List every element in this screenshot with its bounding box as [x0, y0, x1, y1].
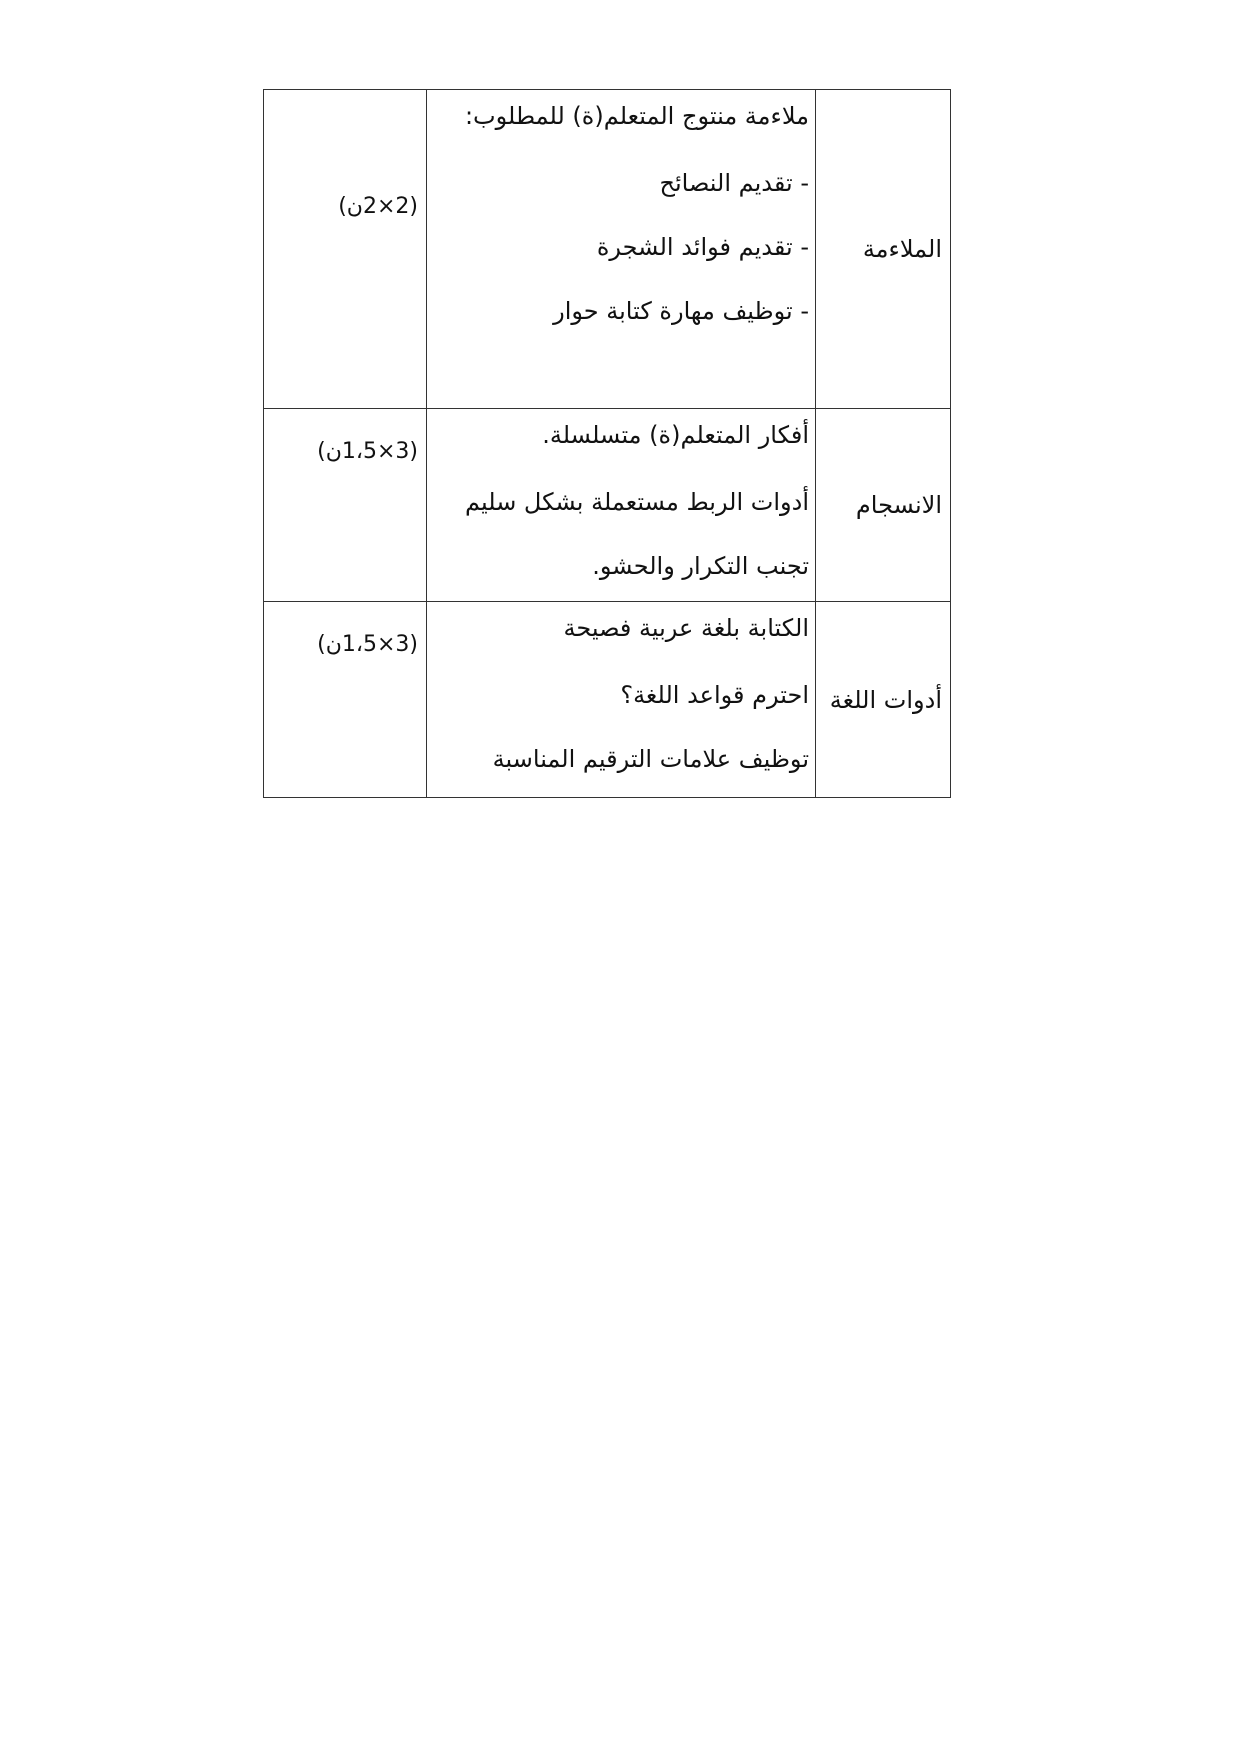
score-value: (3×1،5ن) — [317, 632, 418, 657]
score-cell — [264, 602, 427, 798]
indicator-line: أدوات الربط مستعملة بشكل سليم — [465, 488, 809, 516]
indicators-cell — [427, 409, 816, 602]
indicators-cell — [427, 602, 816, 798]
criterion-cell: الانسجام — [816, 409, 951, 602]
indicator-line: ملاءمة منتوج المتعلم(ة) للمطلوب: — [464, 102, 809, 130]
indicator-line: أفكار المتعلم(ة) متسلسلة. — [542, 421, 809, 449]
indicator-line: - تقديم فوائد الشجرة — [596, 233, 809, 261]
indicators-cell — [427, 90, 816, 409]
table-row-language-tools — [264, 602, 951, 798]
criterion-cell: أدوات اللغة — [816, 602, 951, 798]
indicator-line: توظيف علامات الترقيم المناسبة — [492, 745, 809, 773]
table-row-relevance — [264, 90, 951, 409]
score-value: (3×1،5ن) — [317, 439, 418, 464]
indicator-line: الكتابة بلغة عربية فصيحة — [563, 614, 809, 642]
table-row-coherence — [264, 409, 951, 602]
score-cell — [264, 90, 427, 409]
indicator-line: - تقديم النصائح — [659, 169, 809, 197]
score-value: (2×2ن) — [338, 194, 418, 219]
indicator-line: تجنب التكرار والحشو. — [592, 552, 809, 580]
indicator-line: احترم قواعد اللغة؟ — [620, 681, 809, 709]
assessment-rubric-table — [263, 89, 951, 798]
indicator-line: - توظيف مهارة كتابة حوار — [553, 297, 809, 325]
criterion-cell: الملاءمة — [816, 90, 951, 409]
score-cell — [264, 409, 427, 602]
